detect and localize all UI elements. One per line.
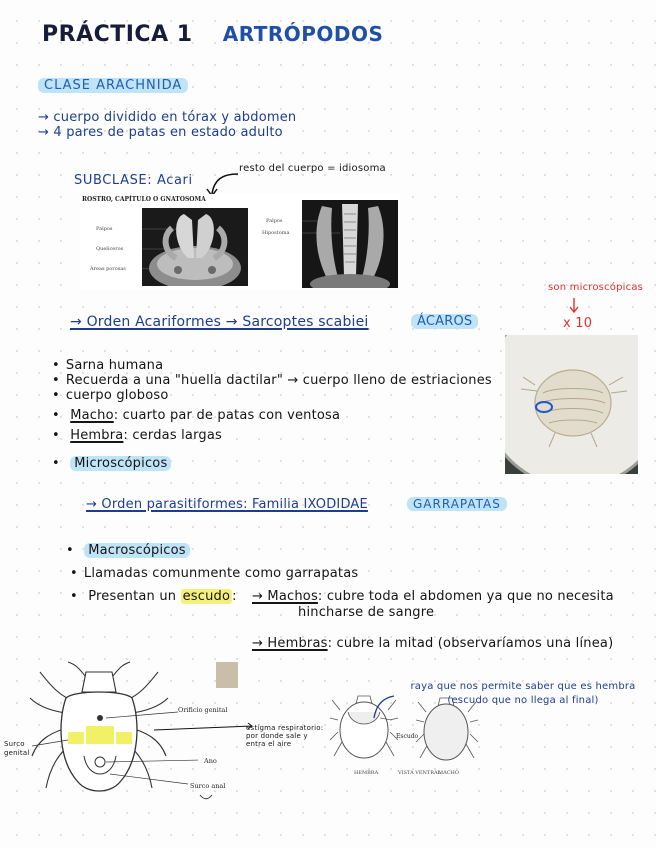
- clase-point-2: → 4 pares de patas en estado adulto: [38, 125, 283, 140]
- stigma-arrow-icon: [152, 722, 256, 734]
- gnatosoma-figure-title: ROSTRO, CAPÍTULO O GNATOSOMA: [82, 196, 206, 203]
- title-number: PRÁCTICA 1: [42, 22, 193, 47]
- label-orificio-genital: Orificio genital: [178, 706, 228, 714]
- clase-label: CLASE ARACHNIDA: [38, 78, 188, 93]
- microscopicos-label: Microscópicos: [70, 456, 171, 471]
- macho-label: Macho: [70, 408, 114, 423]
- bullet-sarna: • Sarna humana: [52, 358, 163, 373]
- vista-ventral-caption: VISTA VENTRAL: [398, 770, 441, 776]
- surco-anal-mark-icon: [198, 793, 214, 801]
- escudo-word: escudo: [182, 589, 231, 604]
- hembra-stripe-note: raya que nos permite saber que es hembra (escudo que no llega al final): [410, 681, 636, 706]
- microscopic-note: son microscópicas: [548, 282, 644, 293]
- bullet-huella: • Recuerda a una "huella dactilar" → cuerpo lleno de estriaciones: [52, 373, 492, 388]
- bullet-globoso: • cuerpo globoso: [52, 388, 169, 403]
- title-topic: ARTRÓPODOS: [222, 22, 384, 46]
- machos-text: : cubre toda el abdomen ya que no necesita: [317, 589, 614, 604]
- bullet-hembra: [52, 428, 222, 443]
- garrapatas-tag: GARRAPATAS: [407, 497, 507, 511]
- tick-ventral-figure: [28, 660, 198, 810]
- macho-caption: MACHO: [438, 770, 460, 776]
- presentan-suffix: :: [232, 589, 237, 604]
- acaros-tag: ÁCAROS: [411, 314, 478, 329]
- presentan-prefix: Presentan un: [88, 589, 177, 604]
- machos-line-2: hincharse de sangre: [298, 605, 435, 620]
- fig-label-palpos-right: Palpos: [266, 218, 283, 224]
- gnatosoma-sem-right: [302, 200, 398, 288]
- red-arrow-icon: [567, 297, 581, 315]
- macroscopicos-label: Macroscópicos: [84, 543, 190, 558]
- fig-label-queliceros: Quelíceros: [96, 246, 124, 252]
- bullet-macho: [52, 408, 340, 423]
- page-title: [42, 22, 383, 47]
- gnatosoma-figure: [80, 194, 400, 290]
- hembras-text: : cubre la mitad (observaríamos una línea): [327, 636, 614, 651]
- hembra-arrow-icon: [368, 694, 398, 722]
- fig-label-areas-porosas: Áreas porosas: [90, 266, 126, 272]
- fig-label-palpos-left: Palpos: [96, 226, 113, 232]
- bullet-microscopicos: [52, 456, 171, 471]
- machos-line: [252, 589, 614, 604]
- fig-label-hipostoma: Hipostoma: [262, 230, 290, 236]
- beige-photo-swatch: [216, 662, 238, 688]
- stigma-note: estigma respiratorio: por donde sale y entra el aire: [246, 724, 324, 748]
- subclase-label: SUBCLASE: Acari: [74, 173, 193, 188]
- idiosoma-note: resto del cuerpo = idiosoma: [239, 163, 386, 174]
- macho-text: : cuarto par de patas con ventosa: [113, 408, 341, 423]
- bullet-escudo: [70, 589, 237, 604]
- hembras-line: [252, 636, 613, 651]
- label-surco-anal: Surco anal: [190, 782, 226, 790]
- parasitiformes-heading: → Orden parasitiformes: Familia IXODIDAE: [86, 497, 368, 512]
- magnification-label: x 10: [563, 316, 593, 331]
- surco-genital-note: Surco genital: [4, 740, 30, 757]
- bullet-macroscopicos: [66, 543, 190, 558]
- acariformes-heading: → Orden Acariformes → Sarcoptes scabiei: [70, 314, 369, 330]
- machos-label: → Machos: [252, 589, 318, 604]
- escudo-label: Escudo: [396, 733, 419, 740]
- bullet-llamadas: • Llamadas comunmente como garrapatas: [70, 566, 358, 581]
- clase-point-1: → cuerpo dividido en tórax y abdomen: [38, 110, 297, 125]
- hembra-label: Hembra: [70, 428, 124, 443]
- hembra-text: : cerdas largas: [123, 428, 223, 443]
- gnatosoma-sem-left: [142, 208, 248, 286]
- hembras-label: → Hembras: [252, 636, 328, 651]
- label-ano: Ano: [204, 757, 217, 765]
- hembra-caption: HEMBRA: [354, 770, 379, 776]
- mite-microscope-photo: [505, 335, 638, 474]
